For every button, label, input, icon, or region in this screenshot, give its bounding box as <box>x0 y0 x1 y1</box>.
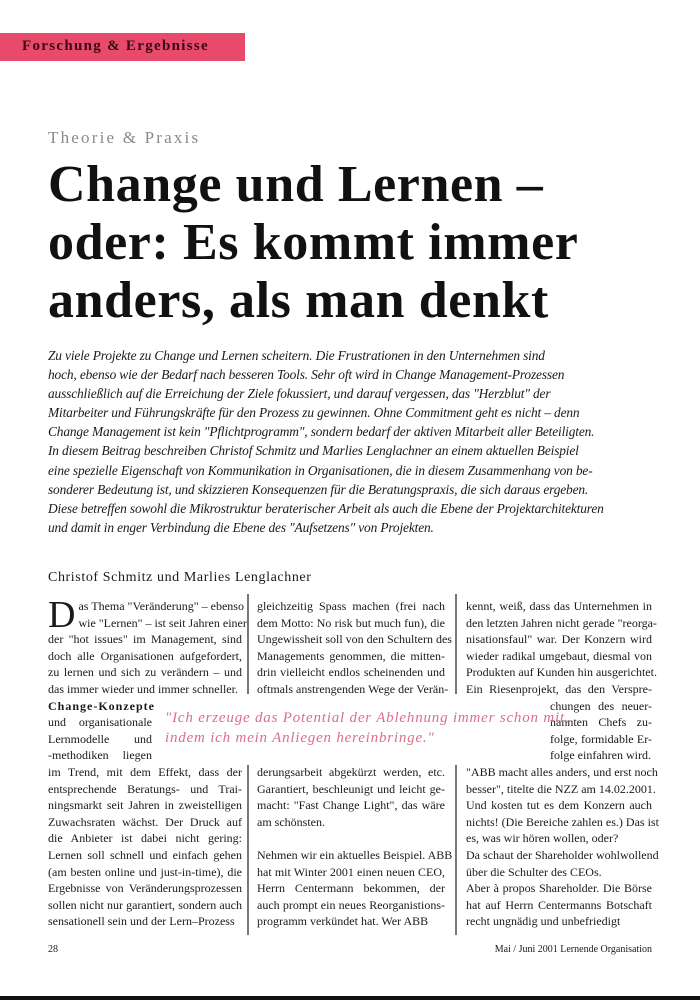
text-line: hat auf Herrn Centermanns Botschaft <box>466 897 652 912</box>
section-band <box>0 33 245 61</box>
text-line: über die Schulter des CEOs. <box>466 864 602 879</box>
text-line: folge, formidable Er- <box>550 731 652 746</box>
text-line: nichts! (Die Bereiche zahlen es.) Das ist <box>466 814 659 829</box>
pull-quote <box>165 708 570 748</box>
text-line: es, was wir hören wollen, oder? <box>466 831 619 846</box>
text-line: gleichzeitig Spass machen (frei nach <box>257 599 445 613</box>
text-line: auch prompt ein neues Reorganistions- <box>257 897 445 912</box>
text-line: drin vielleicht endlos scheinenden und <box>257 665 445 680</box>
column-rule <box>247 594 249 694</box>
column-2 <box>257 598 453 930</box>
lead-line: Mitarbeiter und Führungskräfte für den Prozess zu gewinnen. Ohne Commitment geht es nicht – denn <box>48 405 580 421</box>
text-line: -methodiken liegen <box>48 748 152 763</box>
lead-line: hoch, ebenso wie der Bedarf nach besseren Tools. Sehr oft wird in Change Management-Prozessen <box>48 367 565 383</box>
text-line: die Anbieter ist dabei nicht gering: <box>48 831 242 846</box>
bottom-bar <box>0 996 700 1000</box>
text-line: recht ungnädig und unbefriedigt <box>466 914 621 929</box>
text-line: nisationsfaul" war. Der Konzern wird <box>466 632 652 647</box>
column-3 <box>466 598 659 930</box>
column-1 <box>48 594 247 930</box>
text-line: chungen des neuer- <box>550 698 652 713</box>
text-line: kennt, weiß, dass das Unternehmen in <box>466 599 652 613</box>
text-line: (am besten online und just-in-time), die <box>48 864 242 879</box>
text-line: programm verkündet hat. Wer ABB <box>257 914 429 929</box>
text-line: Change-Konzepte <box>48 698 155 713</box>
text-line: Managements genommen, die mitten- <box>257 648 445 663</box>
section-label: Forschung & Ergebnisse <box>22 38 209 54</box>
text-line: Lernmodelle und <box>48 731 152 746</box>
text-line: Produkten auf Kunden hin ausgerichtet. <box>466 665 657 680</box>
lead-line: Change Management ist kein "Pflichtprogramm", sondern bedarf der aktiven Mitarbeit aller Beteiligten. <box>48 424 595 440</box>
text-line: am schönsten. <box>257 814 325 829</box>
text-line: "ABB macht alles anders, und erst noch <box>466 764 658 779</box>
lead-line: In diesem Beitrag beschreiben Christof Schmitz und Marlies Lenglachner an einem aktuellen Beispiel <box>48 443 579 459</box>
text-line: doch alle Organisationen aufgefordert, <box>48 648 242 663</box>
text-line: Aber à propos Shareholder. Die Börse <box>466 881 652 896</box>
text-line: Zuwachsraten wächst. Der Druck auf <box>48 814 242 829</box>
text-line: oftmals anstrengenden Wege der Verän- <box>257 681 449 696</box>
text-line: besser", titelte die NZZ am 14.02.2001. <box>466 781 656 796</box>
lead-line: und damit in enger Verbindung die Ebene des "Aufsetzens" von Projekten. <box>48 519 434 535</box>
text-line: sensationell sein und der Lern–Prozess <box>48 914 235 929</box>
pull-quote-line: "Ich erzeuge das Potential der Ablehnung immer schon mit, <box>165 710 570 726</box>
text-line: folge einfahren wird. <box>550 748 651 763</box>
text-line: hat mit Winter 2001 einen neuen CEO, <box>257 864 445 879</box>
text-line: zu lernen und sich zu verändern – und <box>48 665 242 680</box>
text-line <box>257 830 445 847</box>
text-line: Ein Riesenprojekt, das den Verspre- <box>466 681 652 696</box>
text-line: Ungewissheit soll von den Schultern des <box>257 632 452 647</box>
authors: Christof Schmitz und Marlies Lenglachner <box>48 570 312 585</box>
lead-line: ausschließlich auf die Erreichung der Ziele fokussiert, und darauf vergessen, das "Herzblut" der <box>48 386 551 402</box>
pull-quote-line: indem ich mein Anliegen hereinbringe." <box>165 730 435 746</box>
lead-line: eine spezielle Eigenschaft von Kommunikation in Organisationen, die in diesem Zusammenhang von be- <box>48 462 593 478</box>
text-line: Ergebnisse von Veränderungsprozessen <box>48 881 242 896</box>
text-line: wie "Lernen" – ist seit Jahren einer <box>78 615 247 630</box>
text-line: nannten Chefs zu- <box>550 715 652 730</box>
text-line: ningsmarkt seit Jahren in zweistelligen <box>48 798 242 813</box>
column-rule <box>247 765 249 935</box>
text-line: wieder radikal umgebaut, diesmal von <box>466 648 652 663</box>
text-line: sollen nicht nur garantiert, sondern auch <box>48 897 242 912</box>
text-line: derungsarbeit abgekürzt werden, etc. <box>257 764 445 779</box>
lead-paragraph <box>48 346 658 537</box>
text-line: entsprechende Beratungs- und Trai- <box>48 781 242 796</box>
title-line: anders, als man denkt <box>48 272 549 329</box>
lead-line: Zu viele Projekte zu Change und Lernen scheitern. Die Frustrationen in den Unternehmen sind <box>48 348 545 363</box>
issue-info: Mai / Juni 2001 Lernende Organisation <box>494 944 652 955</box>
text-line: Garantiert, beschleunigt und leicht ge- <box>257 781 445 796</box>
title-line: Change und Lernen – <box>48 156 544 213</box>
text-line: dem Motto: No risk but much fun), die <box>257 615 445 630</box>
text-line: im Trend, mit dem Effekt, dass der <box>48 764 242 779</box>
drop-cap: D <box>48 594 76 636</box>
article-title <box>48 156 578 330</box>
column-rule <box>455 594 457 694</box>
text-line: den letzten Jahren nicht gerade "reorga- <box>466 615 657 630</box>
kicker: Theorie & Praxis <box>48 128 201 147</box>
lead-line: sonderer Bedeutung ist, und skizzieren Konsequenzen für die Beratungspraxis, die sich daraus ergeben. <box>48 481 589 497</box>
text-line: der "hot issues" im Management, sind <box>48 632 242 647</box>
text-line: Herrn Centermann bekommen, der <box>257 881 445 896</box>
text-line: macht: "Fast Change Light", das wäre <box>257 798 445 813</box>
title-line: oder: Es kommt immer <box>48 214 579 271</box>
text-line: as Thema "Veränderung" – ebenso <box>78 599 244 613</box>
text-line: Da schaut der Shareholder wohlwollend <box>466 847 659 862</box>
text-line: und organisationale <box>48 715 152 730</box>
text-line: Und kosten tut es dem Konzern auch <box>466 798 652 813</box>
lead-line: Diese betreffen sowohl die Mikrostruktur beraterischer Arbeit als auch die Ebene der Projektarchitekturen <box>48 500 604 516</box>
text-line: Nehmen wir ein aktuelles Beispiel. ABB <box>257 847 453 862</box>
text-line <box>257 747 445 764</box>
text-line: Lernen soll schnell und einfach gehen <box>48 847 242 862</box>
text-line: das immer wieder und immer schneller. <box>48 681 238 696</box>
page-number: 28 <box>48 944 58 955</box>
column-rule <box>455 765 457 935</box>
